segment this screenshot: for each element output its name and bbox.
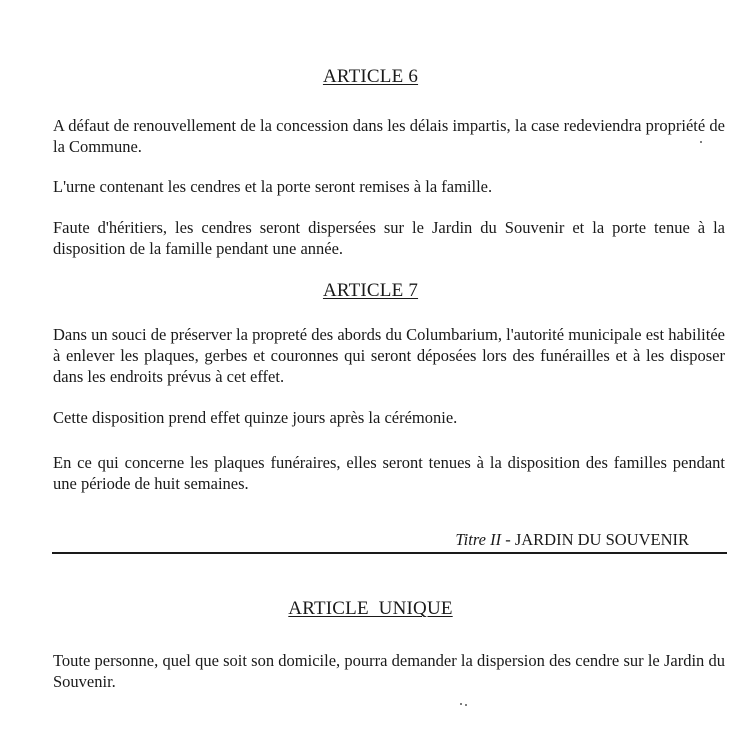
article-7-paragraph-3: En ce qui concerne les plaques funéraires, elles seront tenues à la disposition des familles pendant une période de huit semaines. [53,453,725,493]
article-6-paragraph-3: Faute d'héritiers, les cendres seront dispersées sur le Jardin du Souvenir et la porte tenue à la disposition de la famille pendant une année. [53,218,725,258]
section-title-prefix: Titre II [455,530,502,549]
section-title-separator: - [501,530,515,549]
article-7-paragraph-1: Dans un souci de préserver la propreté des abords du Columbarium, l'autorité municipale est habilitée à enlever les plaques, gerbes et couronnes qui seront déposées lors des funérailles et à les disposer dans les endroits prévus à cet effet. [53,325,725,386]
article-6-paragraph-2: L'urne contenant les cendres et la porte seront remises à la famille. [53,177,493,196]
section-divider [52,552,727,554]
article-6-heading: ARTICLE 6 [322,66,419,87]
section-title [455,530,689,550]
article-7-paragraph-2: Cette disposition prend effet quinze jours après la cérémonie. [53,408,458,427]
article-unique-paragraph-1: Toute personne, quel que soit son domicile, pourra demander la dispersion des cendre sur le Jardin du Souvenir. [53,651,725,691]
section-title-name: JARDIN DU SOUVENIR [514,530,689,549]
scan-speck [460,703,462,705]
article-7-heading: ARTICLE 7 [322,280,419,301]
article-unique-heading: ARTICLE UNIQUE [288,598,453,619]
scan-speck [700,141,702,143]
article-6-paragraph-1: A défaut de renouvellement de la concession dans les délais impartis, la case redeviendra propriété de la Commune. [53,116,725,156]
scan-speck [465,704,467,706]
